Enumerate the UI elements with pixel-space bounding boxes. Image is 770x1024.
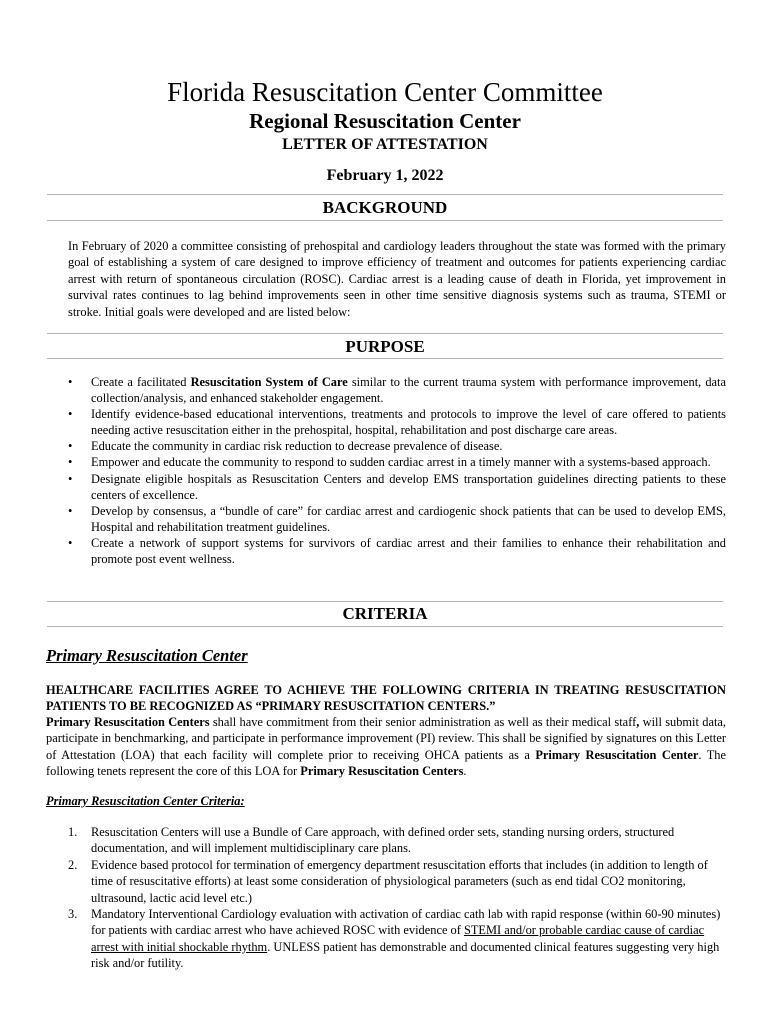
criteria-item-text: . UNLESS patient has demonstrable and documented clinical features suggesting very high risk and/or futility. [91, 939, 720, 971]
divider [47, 626, 723, 627]
purpose-item [68, 406, 726, 438]
criteria-item [68, 906, 726, 972]
bullet-icon: • [68, 471, 73, 486]
purpose-item-text: Designate eligible hospitals as Resuscitation Centers and develop EMS transportation guidelines directing patients to these centers of excellence. [91, 471, 726, 502]
intro-bold-text: Primary Resuscitation Center [535, 747, 699, 762]
divider [47, 358, 723, 359]
intro-text: . The following tenets represent the core of this LOA for [46, 747, 726, 779]
bullet-icon: • [68, 439, 73, 454]
intro-text: shall have commitment from their senior administration as well as their medical staff [209, 715, 637, 729]
criteria-number: 1. [68, 825, 78, 839]
purpose-item [68, 535, 726, 567]
criteria-item-text: Evidence based protocol for termination of emergency department resuscitation efforts that includes (in addition to length of time of resuscitative efforts) at least some consideration of physiological parameters (such as end tidal CO2 monitoring, ultrasound, lactic acid level etc.) [91, 857, 708, 905]
purpose-item-text: Empower and educate the community to respond to sudden cardiac arrest in a timely manner with a systems-based approach. [91, 455, 711, 470]
divider [47, 194, 723, 195]
criteria-item [68, 857, 726, 906]
criteria-number: 3. [68, 907, 78, 922]
intro-bold-text: Primary Resuscitation Centers [300, 764, 464, 779]
criteria-underlined-text: STEMI and/or probable cardiac cause of cardiac arrest with initial shockable rhythm [91, 923, 705, 954]
purpose-item [68, 374, 726, 406]
background-paragraph: In February of 2020 a committee consisting of prehospital and cardiology leaders throughout the state was formed with the primary goal of establishing a system of care designed to improve efficiency of treatment and outcomes for patients experiencing cardiac arrest with return of spontaneous circulation (ROSC). Cardiac arrest is a leading cause of death in Florida, yet improvement in survival rates continues to lag behind improvements seen in other time sensitive diagnosis systems such as trauma, STEMI or stroke. Initial goals were developed and are listed below: [68, 239, 726, 319]
intro-bold-text: , [636, 715, 640, 729]
divider [47, 601, 723, 602]
criteria-item-text: Resuscitation Centers will use a Bundle of Care approach, with defined order sets, standing nursing orders, structured documentation, and will implement multidisciplinary care plans. [91, 825, 675, 856]
purpose-item-text: similar to the current trauma system with performance improvement, data collection/analysis, and enhanced stakeholder engagement. [91, 375, 726, 406]
letter-of-attestation-heading: LETTER OF ATTESTATION [282, 136, 488, 153]
criteria-item-text: Mandatory Interventional Cardiology evaluation with activation of cardiac cath lab with rapid response (within 60-90 minutes) for patients with cardiac arrest who have achieved ROSC with evidence of [91, 907, 721, 938]
purpose-item-text: Create a facilitated [91, 375, 191, 389]
intro-text: . [463, 764, 467, 779]
purpose-item-text: Identify evidence-based educational interventions, treatments and protocols to improve the level of care offered to patients needing active resuscitation either in the prehospital, hospital, rehabilitation and post discharge care areas. [91, 407, 726, 438]
primary-center-heading: Primary Resuscitation Center [46, 646, 248, 665]
purpose-item-text: Create a network of support systems for survivors of cardiac arrest and their families to enhance their rehabilitation and promote post event wellness. [91, 535, 726, 567]
criteria-item [68, 824, 726, 857]
bullet-icon: • [68, 375, 73, 389]
document-title: Florida Resuscitation Center Committee [167, 77, 603, 107]
criteria-statement: HEALTHCARE FACILITIES AGREE TO ACHIEVE THE FOLLOWING CRITERIA IN TREATING RESUSCITATION PATIENTS TO BE RECOGNIZED AS “PRIMARY RESUSCITATION CENTERS.” [46, 683, 726, 714]
purpose-item-text: Educate the community in cardiac risk reduction to decrease prevalence of disease. [91, 439, 503, 454]
purpose-item [68, 454, 726, 470]
criteria-heading: CRITERIA [342, 604, 428, 623]
purpose-item [68, 471, 726, 503]
criteria-number: 2. [68, 857, 78, 872]
bullet-icon: • [68, 455, 73, 470]
purpose-list [68, 374, 726, 567]
bullet-icon: • [68, 503, 73, 518]
bullet-icon: • [68, 535, 73, 550]
purpose-item-text: Develop by consensus, a “bundle of care” for cardiac arrest and cardiogenic shock patients that can be used to develop EMS, Hospital and rehabilitation treatment guidelines. [91, 503, 726, 534]
document-date: February 1, 2022 [326, 167, 444, 184]
criteria-list [68, 824, 726, 972]
purpose-item-bold-text: Resuscitation System of Care [190, 375, 348, 389]
criteria-list-heading: Primary Resuscitation Center Criteria: [46, 794, 245, 808]
purpose-heading: PURPOSE [345, 337, 425, 356]
purpose-item [68, 503, 726, 535]
document-subtitle: Regional Resuscitation Center [249, 109, 521, 133]
intro-text: will submit data, participate in benchmarking, and participate in performance improvement (PI) review. This shall be signified by signatures on this Letter of Attestation (LOA) that each facility will complete prior to receiving OHCA patients as a [46, 715, 726, 762]
criteria-intro-paragraph [46, 714, 726, 780]
intro-bold-text: Primary Resuscitation Centers [46, 715, 210, 729]
divider [47, 333, 723, 334]
bullet-icon: • [68, 407, 73, 422]
background-heading: BACKGROUND [322, 198, 448, 217]
purpose-item [68, 438, 726, 454]
divider [47, 220, 723, 221]
